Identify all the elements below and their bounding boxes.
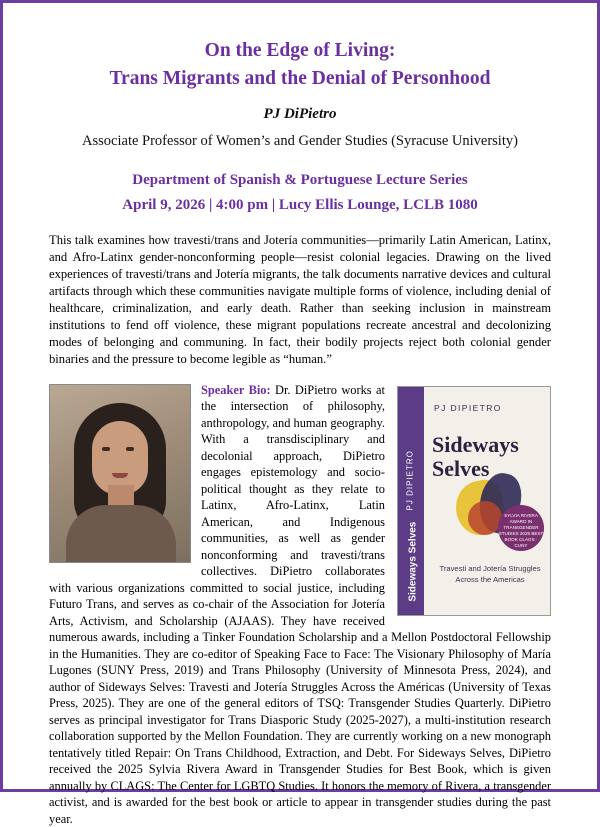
book-author: PJ DIPIETRO — [434, 402, 502, 413]
book-spine-title: Sideways Selves — [407, 521, 419, 602]
speaker-bio-block — [49, 382, 551, 827]
artwork-shape-red — [468, 501, 502, 535]
portrait-eye-left — [102, 447, 110, 451]
abstract-text: This talk examines how travesti/trans and Jotería communities—primarily Latin American, Latinx, and Afro-Latinx gender-nonconforming people—resist colonial legacies. Drawing on the lived experiences of travesti/trans and Jotería migrants, the talk documents narrative devices and cultural artifacts through which these communities navigate multiple forms of violence, including denial of healthcare, criminalization, and early death. Rather than seeking inclusion in mainstream institutions to fend off violence, these migrant populations recreate ancestral and decolonizing modes of belonging and communing. In fact, their bodily projects reject both colonial gender binaries and the pressure to become legible as “human.” — [49, 232, 551, 366]
page-title — [49, 37, 551, 94]
speaker-affiliation: Associate Professor of Women’s and Gender Studies (Syracuse University) — [82, 132, 518, 149]
book-spine-author: PJ DIPIETRO — [405, 449, 415, 511]
portrait-mouth — [112, 473, 128, 478]
book-title-line-2: Selves — [432, 456, 490, 482]
lecture-series-name: Department of Spanish & Portuguese Lecture Series — [132, 171, 468, 188]
speaker-bio-text: Dr. DiPietro works at the intersection of philosophy, anthropology, and human geography. With a transdisciplinary and decolonial approach, DiPietro engages epistemology and socio-political thought as they relate to Latinx, Afro-Latinx, Latin American, and Indigenous communities, as well as gender nonconforming and travesti/trans collectives. DiPietro collaborates with various organizations committed to social justice, including Futuro Trans, and serves as co-chair of the Association for Jotería Arts, Activism, and Scholarship (AJAAS). They have received numerous awards, including a Tinker Foundation Scholarship and a Mellon Postdoctoral Fellowship in the Humanities. They are co-editor of Speaking Face to Face: The Visionary Philosophy of María Lugones (SUNY Press, 2019) and Trans Philosophy (University of Minnesota Press, 2024), and author of Sideways Selves: Travesti and Jotería Struggles Across the Américas (University of Texas Press, 2025). They are one of the general editors of TSQ: Transgender Studies Quarterly. DiPietro serves as principal investigator for Trans Diasporic Study (2025-2027), a multi-institution research collaboration supported by the Mellon Foundation. They are currently working on a new monograph tentatively titled Repair: On Trans Childhood, Extraction, and Debt. For Sideways Selves, DiPietro received the 2025 Sylvia Rivera Award in Transgender Studies for Best Book, which is given annually by CLAGS: The Center for LGBTQ Studies. It honors the memory of Rivera, a transgender activist, and is awarded for the best book or article to appear in transgender studies during the past year. — [49, 382, 551, 826]
book-spine — [398, 387, 424, 615]
event-details: April 9, 2026 | 4:00 pm | Lucy Ellis Lounge, LCLB 1080 — [122, 196, 478, 213]
portrait-eye-right — [126, 447, 134, 451]
speaker-portrait — [49, 384, 191, 563]
book-title-line-1: Sideways — [432, 431, 519, 457]
speaker-name: PJ DiPietro — [263, 105, 337, 122]
speaker-bio-heading: Speaker Bio: — [201, 382, 271, 397]
award-seal-badge: SYLVIA RIVERA AWARD IN TRANSGENDER STUDIES 2025 BEST BOOK CLAGS · CUNY — [498, 505, 544, 551]
portrait-torso — [66, 505, 176, 563]
book-subtitle: Travesti and Jotería Struggles Across the Americas — [439, 563, 541, 584]
title-line-2: Trans Migrants and the Denial of Personhood — [109, 68, 491, 90]
title-line-1: On the Edge of Living: — [204, 40, 396, 61]
book-cover-image — [397, 386, 551, 616]
portrait-face — [92, 421, 148, 495]
